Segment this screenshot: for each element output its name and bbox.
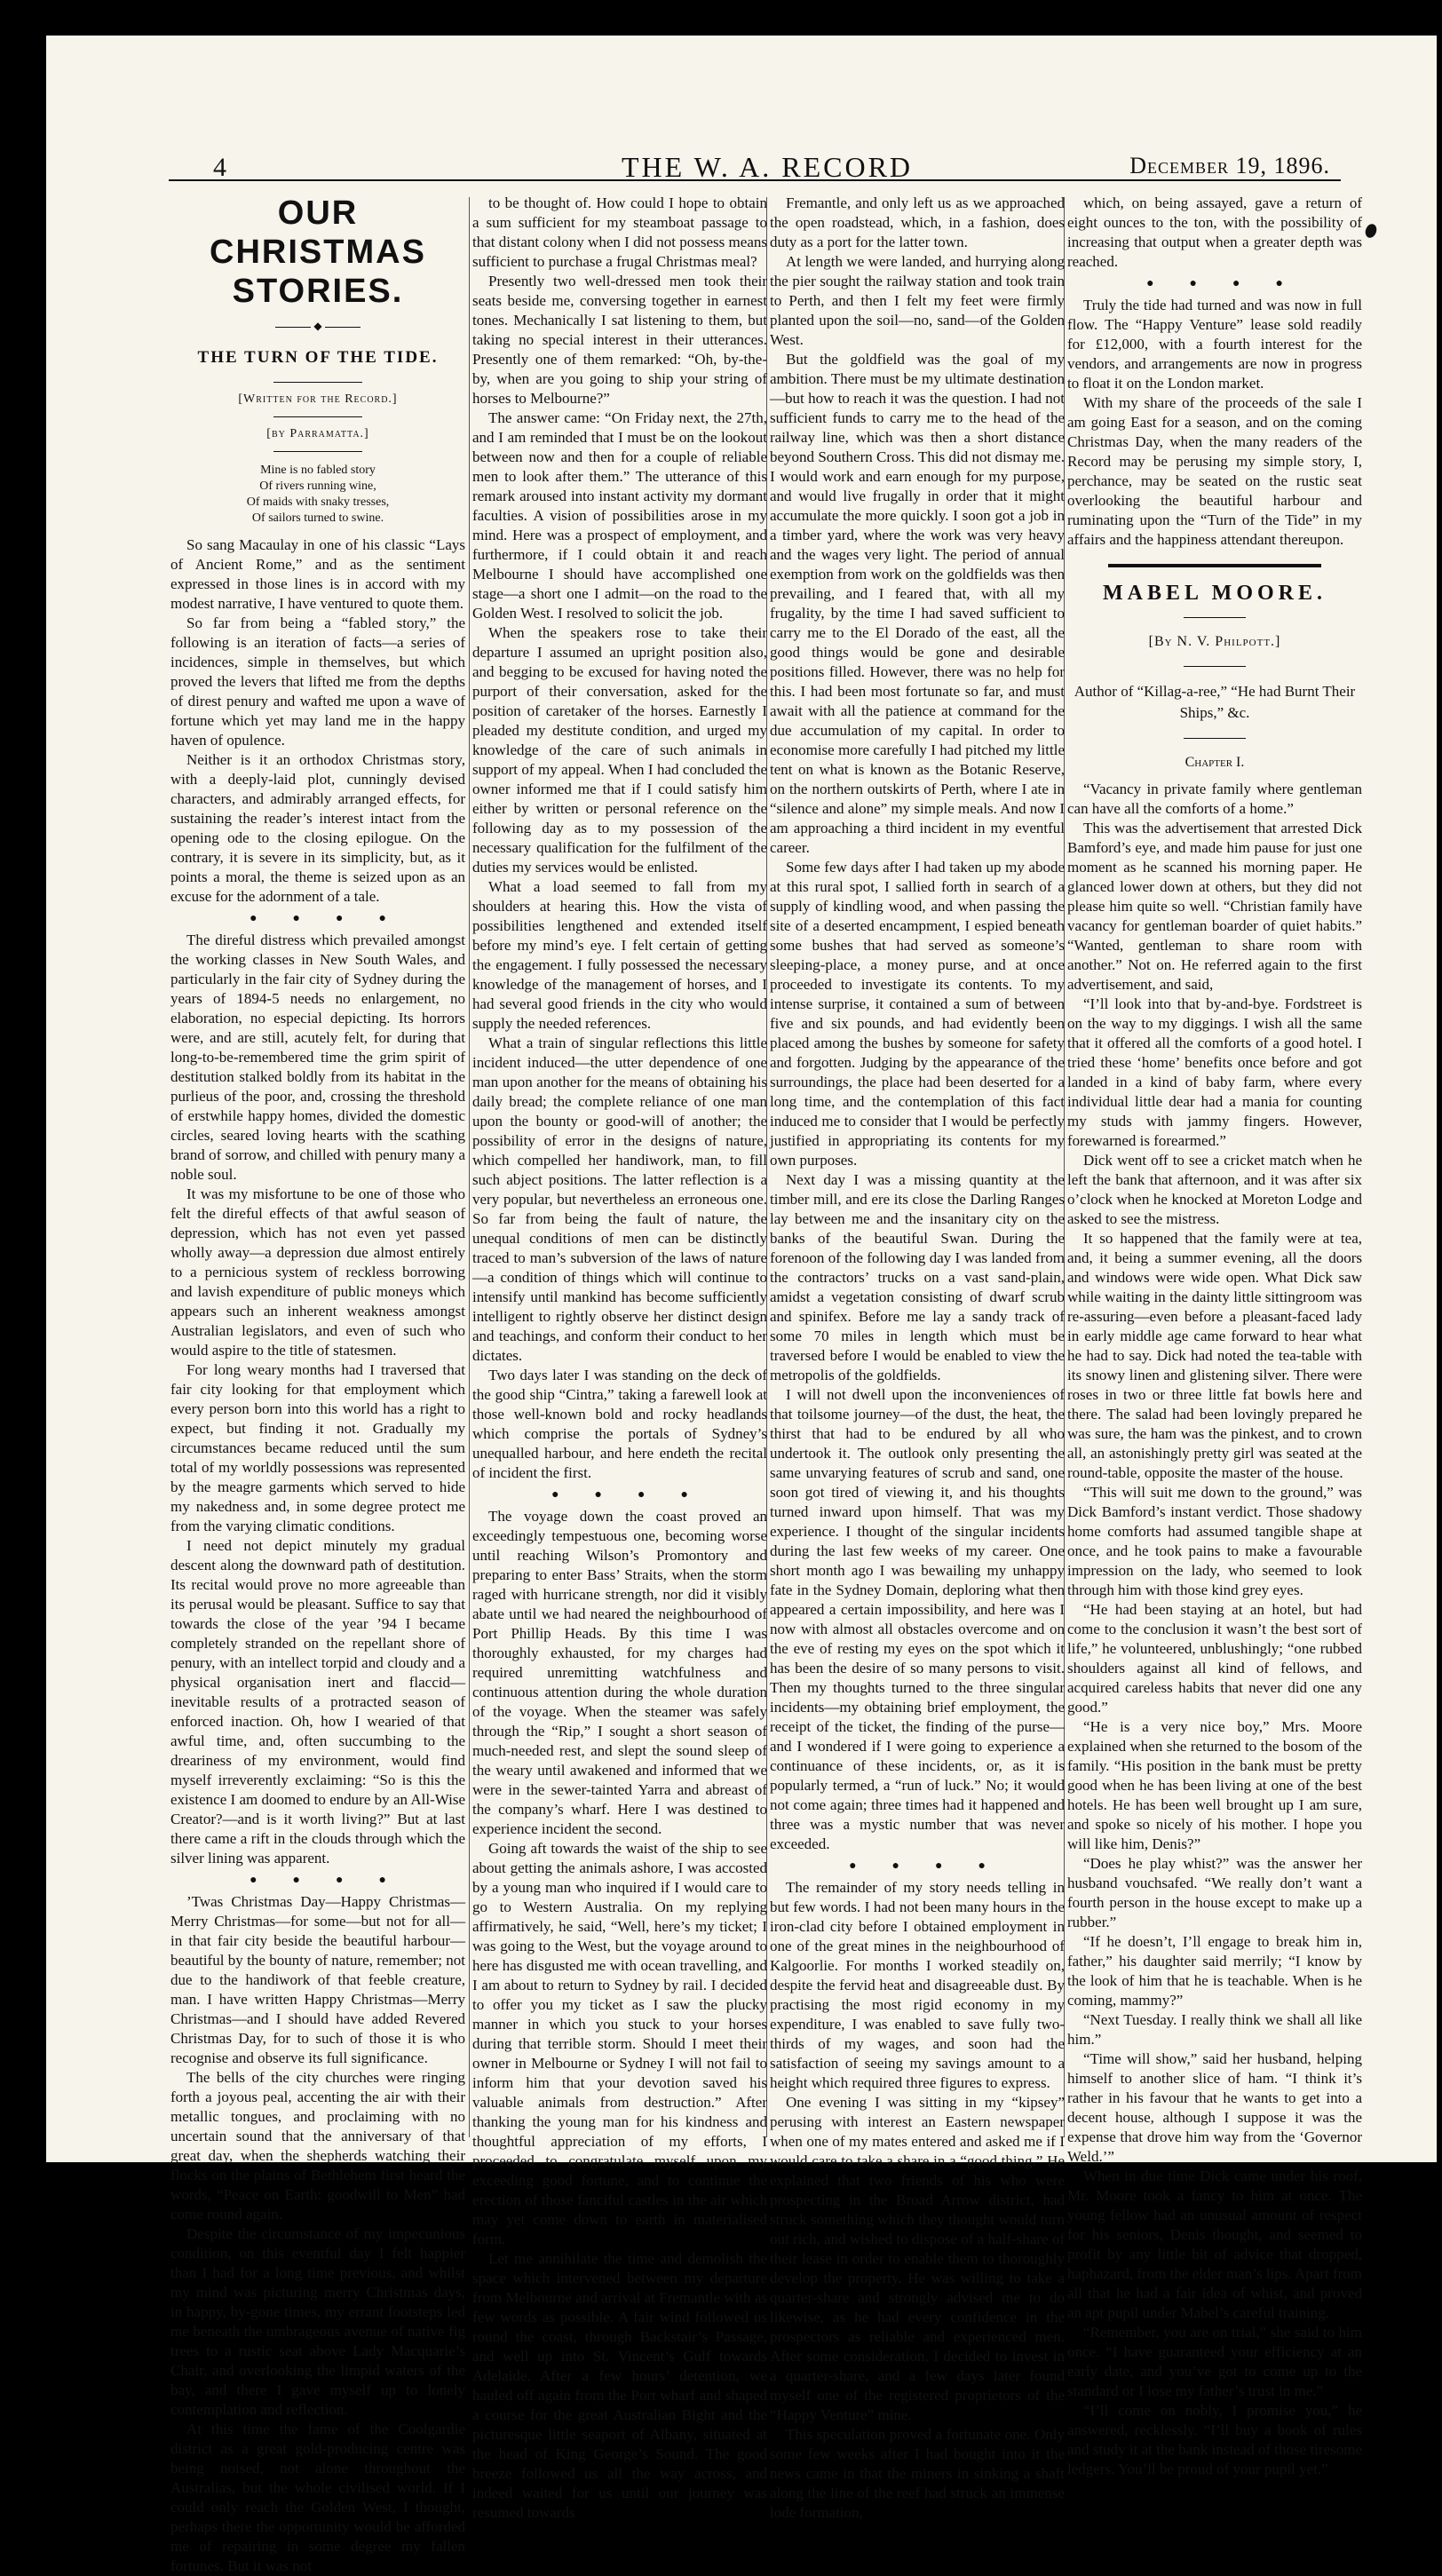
story-body — [1067, 194, 1362, 550]
paragraph: Despite the circumstance of my impecunious condition, on this eventful day I felt happier than I had for a long time previous, and whilst my mind was picturing merry Christmas days, in happy, by-gone times, my errant footsteps led me beneath the umbrageous avenue of native fig trees to a rustic seat above Lady Macquarie’s Chair, and overlooking the limpid waters of the bay, and there I gave myself up to lonely contemplation and reflection. — [170, 2225, 465, 2418]
story-body — [472, 194, 767, 2523]
paragraph: to be thought of. How could I hope to obtain a sum sufficient for my steamboat passage to that distant colony when I did not possess means sufficient to purchase a frugal Christmas meal? — [472, 194, 767, 270]
verse-line: Of rivers running wine, — [259, 480, 376, 493]
paragraph: What a train of singular reflections this little incident induced—the utter dependence of one man upon another for the means of obtaining his daily bread; the complete reliance of one man upon the bounty or good-will of another; the possibility of error in the designs of nature, which compelled her handiwork, man, to fill such abject positions. The latter reflection is a very popular, but nevertheless an erroneous one. So far from being the fault of nature, the unequal conditions of men can be distinctly traced to man’s subversion of the laws of nature—a condition of things which will continue to intensify until mankind has become sufficiently intelligent to rightly observe her distinct design and teachings, and conform their conduct to her dictates. — [472, 1034, 767, 1364]
paragraph: For long weary months had I traversed that fair city looking for that employment which every person born into this world has a right to expect, but finding it not. Gradually my circumstances became reduced until the sum total of my worldly possessions was represented by the meagre garments which served to hide my nakedness and, in some degree protect me from the varying climatic conditions. — [170, 1361, 465, 1534]
divider — [1184, 617, 1246, 618]
story-title: THE TURN OF THE TIDE. — [197, 348, 439, 367]
paragraph: So sang Macaulay in one of his classic “Lays of Ancient Rome,” and as the sentiment expressed in those lines is in accord with my modest narrative, I have ventured to quote them. — [170, 536, 465, 612]
paragraph: “He is a very nice boy,” Mrs. Moore explained when she returned to the bosom of the family. “His position in the bank must be pretty good when he has been living at one of the best hotels. He has been well brought up I am sure, and spoke so nicely of his mother. I hope you will like him, Denis?” — [1067, 1718, 1362, 1852]
divider — [1184, 738, 1246, 739]
paragraph: At this time the fame of the Coolgardie district as a great gold-producing centre was being noised, not alone throughout the Australias, but the whole civilised world. If I could only reach the Golden West, I thought, perhaps there the opportunity would be afforded me of repairing in some degree my fallen fortunes. But it was not — [170, 2421, 465, 2574]
paragraph: Two days later I was standing on the deck of the good ship “Cintra,” taking a farewell look at those well-known bold and rocky headlands which comprise the portals of Sydney’s unequalled harbour, and here endeth the recital of incident the first. — [472, 1367, 767, 1481]
paragraph: Some few days after I had taken up my abode at this rural spot, I sallied forth in search of a supply of kindling wood, and when passing the site of a deserted encampment, I espied beneath some bushes that had served as someone’s sleeping-place, a money purse, and at once proceeded to investigate its contents. To my intense surprise, it contained a sum of between five and six pounds, and had evidently been placed among the bushes by someone for safety and forgotten. Judging by the appearance of the surroundings, the place had been deserted for a long time, and the contemplation of this fact induced me to consider that I would be perfectly justified in appropriating its contents for my own purposes. — [770, 859, 1065, 1169]
paragraph: “If he doesn’t, I’ll engage to break him in, father,” his daughter said merrily; “I know by the look of him that he is teachable. When is he coming, mammy?” — [1067, 1933, 1362, 2009]
paragraph: “This will suit me down to the ground,” was Dick Bamford’s instant verdict. Those shadowy home comforts had assumed tangible shape at once, and he took pains to make a favourable impression on the lady, who seemed to look through him with those kind grey eyes. — [1067, 1484, 1362, 1598]
section-break: ●●●● — [1146, 277, 1319, 290]
paragraph: I need not depict minutely my gradual descent along the downward path of destitution. Its recital would prove no more agreeable than its perusal would be pleasant. Suffice to say that towards the close of the year ’94 I became completely stranded on the repellant shore of penury, with an intellect torpid and cloudy and a physical organisation inert and flaccid—inevitable results of a protracted season of enforced inaction. Oh, how I wearied of that awful time, and, often succumbing to the dreariness of my environment, would find myself irreverently exclaiming: “So is this the existence I am doomed to endure by an All-Wise Creator?—and is it worth living?” But at last there came a rift in the clouds through which the silver lining was apparent. — [170, 1537, 465, 1867]
paragraph: The direful distress which prevailed amongst the working classes in New South Wales, and particularly in the fair city of Sydney during the years of 1894-5 needs no enlargement, no elaboration, no especial depicting. Its horrors were, and are still, acutely felt, for during that long-to-be-remembered time the grim spirit of destitution stalked boldly from its habitat in the purlieus of the poor, and, crossing the threshold of erstwhile happy homes, divided the domestic circles, seared loving hearts with the scathing brand of sorrow, and chilled with penury many a noble soul. — [170, 931, 465, 1183]
paragraph: Presently two well-dressed men took their seats beside me, conversing together in earnest tones. Mechanically I sat listening to them, but taking no special interest in their utterances. Presently one of them remarked: “Oh, by-the-by, when are you going to ship your string of horses to Melbourne?” — [472, 273, 767, 407]
verse-line: Of sailors turned to swine. — [251, 511, 384, 525]
paragraph: “Time will show,” said her husband, helping himself to another slice of ham. “I think it’s rather in his favour that he wants to get into a decent house, although I suppose it was the expense that drove him way from the ‘Governor Weld.’” — [1067, 2050, 1362, 2165]
paragraph: “Does he play whist?” was the answer her husband vouchsafed. “We really don’t want a fourth person in the house except to make up a rubber.” — [1067, 1855, 1362, 1930]
paragraph: Truly the tide had turned and was now in full flow. The “Happy Venture” lease sold readily for £12,000, with a fourth interest for the vendors, and arrangements are now in progress to float it on the London market. — [1067, 297, 1362, 392]
story-body — [770, 194, 1065, 2523]
paragraph: “Vacancy in private family where gentleman can have all the comforts of a home.” — [1067, 781, 1362, 817]
issue-date: December 19, 1896. — [1129, 153, 1330, 178]
section-break: ●●●● — [551, 1488, 724, 1502]
divider — [273, 451, 362, 452]
page-number: 4 — [213, 153, 226, 182]
paragraph: Let me annihilate the time and demolish the space which intervened between my departure from Melbourne and arrival at Fremantle with as few words as possible. A fair wind followed us round the coast, through Backstair’s Passage, and well up into St. Vincent’s Gulf towards Adelaide. After a few hours’ detention, we hauled off again from the Port wharf and shaped a course for the great Australian Bight and the picturesque little seaport of Albany, situated at the head of King George’s Sound. The good breeze followed us all the way across, and indeed waited for us until our journey was resumed towards — [472, 2250, 767, 2521]
paragraph: With my share of the proceeds of the sale I am going East for a season, and on the coming Christmas Day, when the many readers of the Record may be perusing my simple story, I, perchance, may be seated on the rustic seat overlooking the beautiful harbour and ruminating upon the “Turn of the Tide” in my affairs and the happiness attendant thereupon. — [1067, 394, 1362, 548]
divider — [273, 382, 362, 383]
paragraph: “Next Tuesday. I really think we shall all like him.” — [1067, 2011, 1362, 2048]
chapter-heading: Chapter I. — [1184, 755, 1245, 770]
paragraph: It was my misfortune to be one of those who felt the direful effects of that awful season of depression, which has not even yet passed wholly away—a depression due almost entirely to a pernicious system of reckless borrowing and lavish expenditure of public moneys which appears such an inherent weakness amongst Australian legislators, and even of such who would aspire to the title of statesmen. — [170, 1185, 465, 1359]
divider — [273, 416, 362, 417]
story-body — [170, 535, 465, 2576]
paragraph: The bells of the city churches were ringing forth a joyous peal, accenting the air with their metallic tongues, and proclaiming with no uncertain sound that the anniversary of that great day, when the shepherds watching their flocks on the plains of Bethlehem first heard the words, “Peace on Earth: goodwill to Men” had come round again. — [170, 2069, 465, 2223]
paragraph: This speculation proved a fortunate one. Only some few weeks after I had bought into it the news came in that the miners in sinking a shaft along the line of the reef had struck an immense lode formation, — [770, 2426, 1065, 2521]
paragraph: What a load seemed to fall from my shoulders at hearing this. How the vista of possibilities lengthened and extended itself before my mind’s eye. I felt certain of getting the engagement. I fully possessed the necessary knowledge of the management of horses, and I had several good friends in the city who would supply the needed references. — [472, 878, 767, 1032]
paragraph: “I’ll look into that by-and-bye. Fordstreet is on the way to my diggings. I wish all the same that it offered all the comforts of a good hotel. I tried these ‘home’ benefits once before and got landed in a kind of baby farm, where every individual little dear had a mania for counting my studs with jammy fingers. However, forewarned is forearmed.” — [1067, 995, 1362, 1149]
paragraph: “Remember, you are on trial,” she said to him once. “I have guaranteed your efficiency at an early date, and you’ve got to come up to the standard or I lose my father’s trust in me.” — [1067, 2324, 1362, 2399]
column-2 — [472, 194, 767, 2521]
paragraph: Neither is it an orthodox Christmas story, with a deeply-laid plot, cunningly devised characters, and admirably arranged effects, for sustaining the reader’s interest intact from the opening ode to the closing epilogue. On the contrary, it is severe in its simplicity, but, as it points a moral, the theme is seized upon as an excuse for the adornment of a tale. — [170, 751, 465, 905]
story-title: MABEL MOORE. — [1102, 582, 1327, 605]
paragraph: But the goldfield was the goal of my ambition. There must be my ultimate destination—but how to reach it was the question. I had not sufficient funds to carry me to the head of the railway line, which was then a short distance beyond Southern Cross. This did not dismay me. I would work and earn enough for my purpose, and would live frugally in order that it might accumulate the more quickly. I soon got a job in a timber yard, where the work was very heavy and the wages very light. The period of annual exemption from work on the goldfields was then prevailing, and I feared that, with all my frugality, by the time I had saved sufficient to carry me to the El Dorado of the east, all the good things would be gone and desirable positions filled. However, there was no help for this. I had been most fortunate so far, and must await with all the patience at command for the due accumulation of my capital. In order to economise more carefully I had pitched my little tent on what is known as the Botanic Reserve, on the northern outskirts of Perth, where I ate in “silence and alone” my simple meals. And now I am approaching a third incident in my eventful career. — [770, 351, 1065, 856]
epigraph-verse — [170, 463, 465, 527]
section-break: ●●●● — [250, 1874, 422, 1887]
column-rule — [469, 197, 470, 2137]
paragraph: I will not dwell upon the inconveniences of that toilsome journey—of the dust, the heat, the thirst that had to be endured by all who undertook it. The outlook only presenting the same unvarying features of scrub and sand, one soon got tired of viewing it, and his thoughts turned inward upon himself. That was my experience. I thought of the singular incidents during the last few weeks of my career. One short month ago I was bewailing my unhappy fate in the Sydney Domain, deploring what then appeared a certain impossibility, and here was I now with almost all obstacles overcome and on the eve of resting my eyes on the spot which it has been the desire of so many persons to visit. Then my thoughts turned to the three singular incidents—my obtaining brief employment, the receipt of the ticket, the finding of the purse—and I wondered if I were going to experience a continuance of these incidents, or, as it is popularly termed, a “run of luck.” No; it would not come again; three times had it happened and three was a mystic number that was never exceeded. — [770, 1386, 1065, 1852]
paragraph: So far from being a “fabled story,” the following is an iteration of facts—a series of incidences, simple in themselves, but which proved the levers that lifted me from the depths of direst penury and wafted me upon a wave of fortune which yet may land me in the happy haven of opulence. — [170, 614, 465, 749]
paragraph: At length we were landed, and hurrying along the pier sought the railway station and took train to Perth, and then I felt my feet were firmly planted upon the soil—no, sand—of the Golden West. — [770, 253, 1065, 348]
paragraph: ’Twas Christmas Day—Happy Christmas—Merry Christmas—for some—but not for all—in that fair city beside the beautiful harbour—beautiful by the bounty of nature, remember; not due to the handiwork of that feeble creature, man. I have written Happy Christmas—Merry Christmas—and I should have added Revered Christmas Day, for to such of those it is who recognise and observe its full significance. — [170, 1893, 465, 2066]
paragraph: “I’ll come on nobly, I promise you,” he answered, recklessly. “I’ll buy a book of rules and study it at the bank instead of those tiresome ledgers. You’ll be proud of your pupil yet.” — [1067, 2402, 1362, 2477]
paragraph: Fremantle, and only left us as we approached the open roadstead, which, in a fashion, does duty as a port for the latter town. — [770, 194, 1065, 250]
paragraph: Next day I was a missing quantity at the timber mill, and ere its close the Darling Ranges lay between me and the insanitary city on the banks of the beautiful Swan. During the forenoon of the following day I was landed from the contractors’ trucks on a vast sand-plain, amidst a vegetation consisting of dwarf scrub and spinifex. Before me lay a sandy track of some 70 miles in length which must be traversed before I would be enabled to view the metropolis of the goldfields. — [770, 1171, 1065, 1383]
divider — [1184, 666, 1246, 667]
written-for-note: [Written for the Record.] — [238, 392, 398, 406]
paragraph: When the speakers rose to take their departure I assumed an upright position also, and begging to be excused for having noted the purport of their conversation, asked for the position of caretaker of the horses. Earnestly I pleaded my destitute condition, and urged my knowledge of the care of such animals in support of my appeal. When I had concluded the owner informed me that if I could satisfy him either by written or personal reference on the following day as to my possession of the necessary qualification for the fulfilment of the duties my services would be enlisted. — [472, 624, 767, 876]
story-body — [1067, 780, 1362, 2479]
paragraph: The voyage down the coast proved an exceedingly tempestuous one, becoming worse until reaching Wilson’s Promontory and preparing to enter Bass’ Straits, when the storm raged with hurricane strength, nor did it visibly abate until we had neared the neighbourhood of Port Phillip Heads. By this time I was thoroughly exhausted, for my charges had required unremitting watchfulness and continuous attention during the whole duration of the voyage. When the steamer was safely through the “Rip,” I sought a short season of much-needed rest, and slept the sound sleep of the weary until awakened and informed that we were in the sewer-tainted Yarra and abreast of the company’s wharf. Here I was destined to experience incident the second. — [472, 1508, 767, 1837]
section-break: ●●●● — [250, 912, 422, 925]
paragraph: The answer came: “On Friday next, the 27th, and I am reminded that I must be on the lookout between now and then for a couple of reliable men to look after them.” The utterance of this remark aroused into instant activity my dormant faculties. A vision of possibilities arose in my mind. Here was a prospect of employment, and furthermore, if I could obtain it and reach Melbourne I should have accomplished one stage—a short one I admit—on the road to the Golden West. I resolved to solicit the job. — [472, 409, 767, 622]
section-title: OUR CHRISTMAS STORIES. — [210, 194, 426, 310]
verse-line: Of maids with snaky tresses, — [246, 495, 390, 509]
author-credits: Author of “Killag-a-ree,” “He had Burnt Their Ships,” &c. — [1074, 683, 1356, 721]
paragraph: When in due time Dick came under his roof, Mr. Moore took a fancy to him at once. The young fellow had an unusual amount of respect for his seniors, Denis thought, and seemed to profit by any little bit of advice that dropped, haphazard, from the elder man’s lips. Apart from all that he had a fair idea of whist, and proved an apt pupil under Mabel’s careful training. — [1067, 2168, 1362, 2321]
newspaper-title: THE W. A. RECORD — [622, 151, 914, 183]
section-break: ●●●● — [849, 1859, 1021, 1873]
story-byline: [By N. V. Philpott.] — [1148, 634, 1281, 649]
paragraph: The remainder of my story needs telling in but few words. I had not been many hours in the iron-clad city before I obtained employment in one of the great mines in the neighbourhood of Kalgoorlie. For months I worked steadily on, despite the fervid heat and disagreeable dust. By practising the most rigid economy in my expenditure, I was enabled to save fully two-thirds of my wages, and soon had the satisfaction of seeing my savings amount to a height which required three figures to express. — [770, 1879, 1065, 2091]
story-byline: [by Parramatta.] — [266, 427, 369, 440]
column-1 — [170, 194, 465, 2574]
verse-line: Mine is no fabled story — [260, 464, 376, 477]
ornament-rule: ◆ — [170, 316, 465, 336]
paragraph: This was the advertisement that arrested Dick Bamford’s eye, and made him pause for just one moment as he scanned his morning paper. He glanced lower down at others, but they did not please him quite so well. “Christian family have vacancy for gentleman boarder of quiet habits.” “Wanted, gentleman to share room with another.” Not on. He referred again to the first advertisement, and said, — [1067, 820, 1362, 993]
paragraph: which, on being assayed, gave a return of eight ounces to the ton, with the possibility of increasing that output when a greater depth was reached. — [1067, 194, 1362, 270]
paragraph: “He had been staying at an hotel, but had come to the conclusion it wasn’t the best sort of life,” he volunteered, unblushingly; “one rubbed shoulders against all kind of fellows, and acquired careless habits that never did one any good.” — [1067, 1601, 1362, 1716]
paragraph: Going aft towards the waist of the ship to see about getting the animals ashore, I was accosted by a young man who inquired if I would care to go to Western Australia. On my replying affirmatively, he said, “Well, here’s my ticket; I was going to the West, but the voyage around to here has disgusted me with ocean travelling, and I am about to return to Sydney by rail. I decided to offer you my ticket as I saw the plucky manner in which you stuck to your horses during that terrible storm. Should I meet their owner in Melbourne or Sydney I will not fail to inform him that your devotion saved his valuable animals from destruction.” After thanking the young man for his kindness and thoughtful appreciation of my efforts, I proceeded to congratulate myself upon my exceeding good fortune, and to continue the erection of those fanciful castles in the air which may yet come down to earth in materialised form. — [472, 1840, 767, 2247]
paragraph: One evening I was sitting in my “kipsey” perusing with interest an Eastern newspaper when one of my mates entered and asked me if I would care to take a share in a “good thing.” He explained that two friends of his who were prospecting in the Broad Arrow district, had struck something which they thought would turn out rich, and wished to dispose of a half-share of their lease in order to enable them to thoroughly develop the property. He was willing to take a quarter-share and strongly advised me to do likewise, as he had every confidence in the prospectors as reliable and experienced men. After some consideration, I decided to invest in a quarter-share, and a few days later found myself one of the registered proprietors of the “Happy Venture” mine. — [770, 2094, 1065, 2423]
column-4 — [1067, 194, 1362, 2477]
paragraph: It so happened that the family were at tea, and, it being a summer evening, all the doors and windows were wide open. What Dick saw while waiting in the dainty little sittingroom was re-assuring—even before a pleasant-faced lady in early middle age came forward to hear what he had to say. Dick had noted the tea-table with its snowy linen and glistening silver. There were roses in two or three little fat bowls here and there. The salad had been lovingly prepared he was sure, the ham was the pinkest, and to crown all, an astonishingly pretty girl was seated at the round-table, opposite the master of the house. — [1067, 1230, 1362, 1481]
paragraph: Dick went off to see a cricket match when he left the bank that afternoon, and it was after six o’clock when he knocked at Moreton Lodge and asked to see the mistress. — [1067, 1152, 1362, 1227]
page-header — [169, 126, 1341, 181]
story-separator — [1108, 564, 1321, 567]
column-3 — [770, 194, 1065, 2521]
